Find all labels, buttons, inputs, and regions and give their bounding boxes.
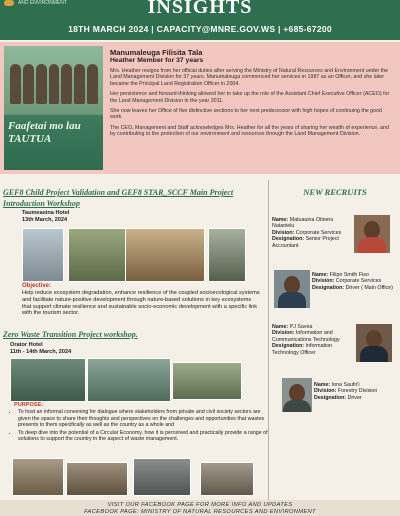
footer-visit-text: VISIT OUR FACEBOOK PAGE FOR MORE INFO AND UPDATES [107,502,293,508]
recruit-info [314,382,396,401]
zw-photo-4 [12,458,64,496]
zero-waste-purpose-list [10,409,274,444]
recruit-designation-label: Designation: [272,343,305,350]
zw-photo-5 [66,462,128,496]
retirement-paragraph: Mrs. Heather resigns from her official duties after serving the Ministry of Natural Resources and Environment under the Land Management Division for 37 years. Manumaleuga commenced her services in 1987 as an Officer, and she later became the Principal Land Registration Officer in 2004. [110,68,389,87]
recruit-designation: Driver ( Main Office) [345,284,393,291]
recruit-designation-label: Designation: [312,284,345,291]
recruit-avatar [282,378,312,412]
retirement-group-photo [4,46,103,170]
recruit-info [272,217,350,249]
recruit-division-label: Division: [272,330,295,337]
recruit-division-label: Division: [314,388,337,395]
recruit-division: Information and Communications Technology [272,330,340,343]
zero-waste-venue: Orator Hotel [10,342,43,348]
photo-banner-text: Faafetai mo lau TAUTUA [8,120,81,145]
retirement-paragraph: She now leaves her Office of five distinctive sections to her next predecessor with high hopes of continuing the good work. [110,108,382,121]
recruit-info [312,272,396,291]
recruit-name-label: Name: [312,272,329,278]
purpose-item: • To deep dive into the potential of a Circular Economy, how it is perceived and practically provide a range of solutions to support the country in the aspect of waste management. [18,430,274,443]
recruit-card [272,378,396,418]
zw-photo-2 [87,358,171,402]
retirement-feature [0,42,400,174]
recruit-avatar [356,324,392,362]
retirement-paragraph: The CEO, Management and Staff acknowledges Mrs. Heather for all the years of sharing her wealth of experience, and by contributing to the protection of our environment and resources through the Land Management Division. [110,124,390,138]
gef-objective-text: Help reduce ecosystem degradation, enhance resilience of the coupled socioecological systems and facilitate nature-positive development through nature-based solutions in key ecosystems that support climate resilience and sustainable socio-economic development with a specific link with the tourism sector. [22,290,260,317]
recruit-name: Matuauina Otineru Natanielu [272,217,334,230]
retirement-paragraph: Her persistence and forward-thinking allowed her to take up the role of the Assistant Chief Executive Officer (ACEO) for the Land Management Division in the year 2011. [110,91,390,104]
recruit-division: Corporate Services [335,278,382,285]
retirement-text [110,48,394,142]
recruit-designation: Senior Project Accountant [272,236,339,249]
recruit-division: Corporate Services [295,229,342,236]
column-divider [268,180,269,500]
retiree-name: Manumaleuga Filisita Tala [110,48,203,57]
recruit-card [272,268,396,314]
zero-waste-date: 11th - 14th March, 2024 [10,349,72,355]
retiree-role: Heather Member for 37 years [110,57,204,64]
header-contact-line: 18TH MARCH 2024 | CAPACITY@MNRE.GOV.WS | +685-67200 [68,24,332,34]
recruit-info [272,324,354,356]
gef-photo-audience-1 [68,228,126,282]
newsletter-title: INSIGHTS [147,0,253,18]
new-recruits-title: NEW RECRUITS [303,187,367,197]
recruit-name-label: Name: [272,217,289,223]
gef-photo-speaker [22,228,64,282]
header-banner [0,0,400,40]
gef-date: 13th March, 2024 [22,217,68,223]
recruit-designation: Driver [347,394,362,401]
purpose-item: • To host an informal convening for dialogue where stakeholders from private and civil society sectors are given the space to share their thoughts and perspectives on the challenges and opportunities that wastes presents to them specifically as well as the country as a whole and [18,409,274,429]
zero-waste-venue-date [10,342,71,356]
recruit-name: PJ Savea [289,324,313,330]
zero-waste-purpose-label: PURPOSE: [14,402,44,408]
recruit-avatar [274,270,310,308]
header-org-name: AND ENVIRONMENT [18,0,67,6]
zw-photo-6 [133,458,191,496]
recruit-designation: Information Technology Officer [272,343,333,356]
zw-photo-3 [172,362,242,400]
photo-people [10,64,98,104]
recruit-division: Forestry Division [337,388,378,395]
zw-photo-7 [200,462,254,496]
recruit-avatar [354,215,390,253]
footer-facebook-link[interactable]: FACEBOOK PAGE: MINISTRY OF NATURAL RESOURCES AND ENVIRONMENT [84,509,316,515]
recruit-name: Iona Saufo'i [331,382,360,388]
recruit-card [272,322,396,372]
gef-workshop-title: GEF8 Child Project Validation and GEF8 STAR_SCCF Main Project Introduction Workshop [3,188,234,208]
zw-photo-1 [10,358,86,402]
gef-venue-date [22,210,69,224]
recruit-designation-label: Designation: [314,394,347,401]
recruit-name-label: Name: [314,382,331,388]
recruit-division-label: Division: [312,278,335,285]
gef-photo-audience-2 [208,228,246,282]
recruit-designation-label: Designation: [272,236,305,243]
gef-photo-group [125,228,205,282]
recruit-name: Filipo Smith Fiso [329,272,369,278]
recruit-name-label: Name: [272,324,289,330]
recruit-card [272,215,396,259]
gef-objective-label: Objective: [22,283,52,289]
footer [0,500,400,516]
recruit-division-label: Division: [272,229,295,236]
gef-venue: Taumeasina Hotel [22,210,70,216]
zero-waste-title: Zero Waste Transition Project workshop. [3,330,138,339]
